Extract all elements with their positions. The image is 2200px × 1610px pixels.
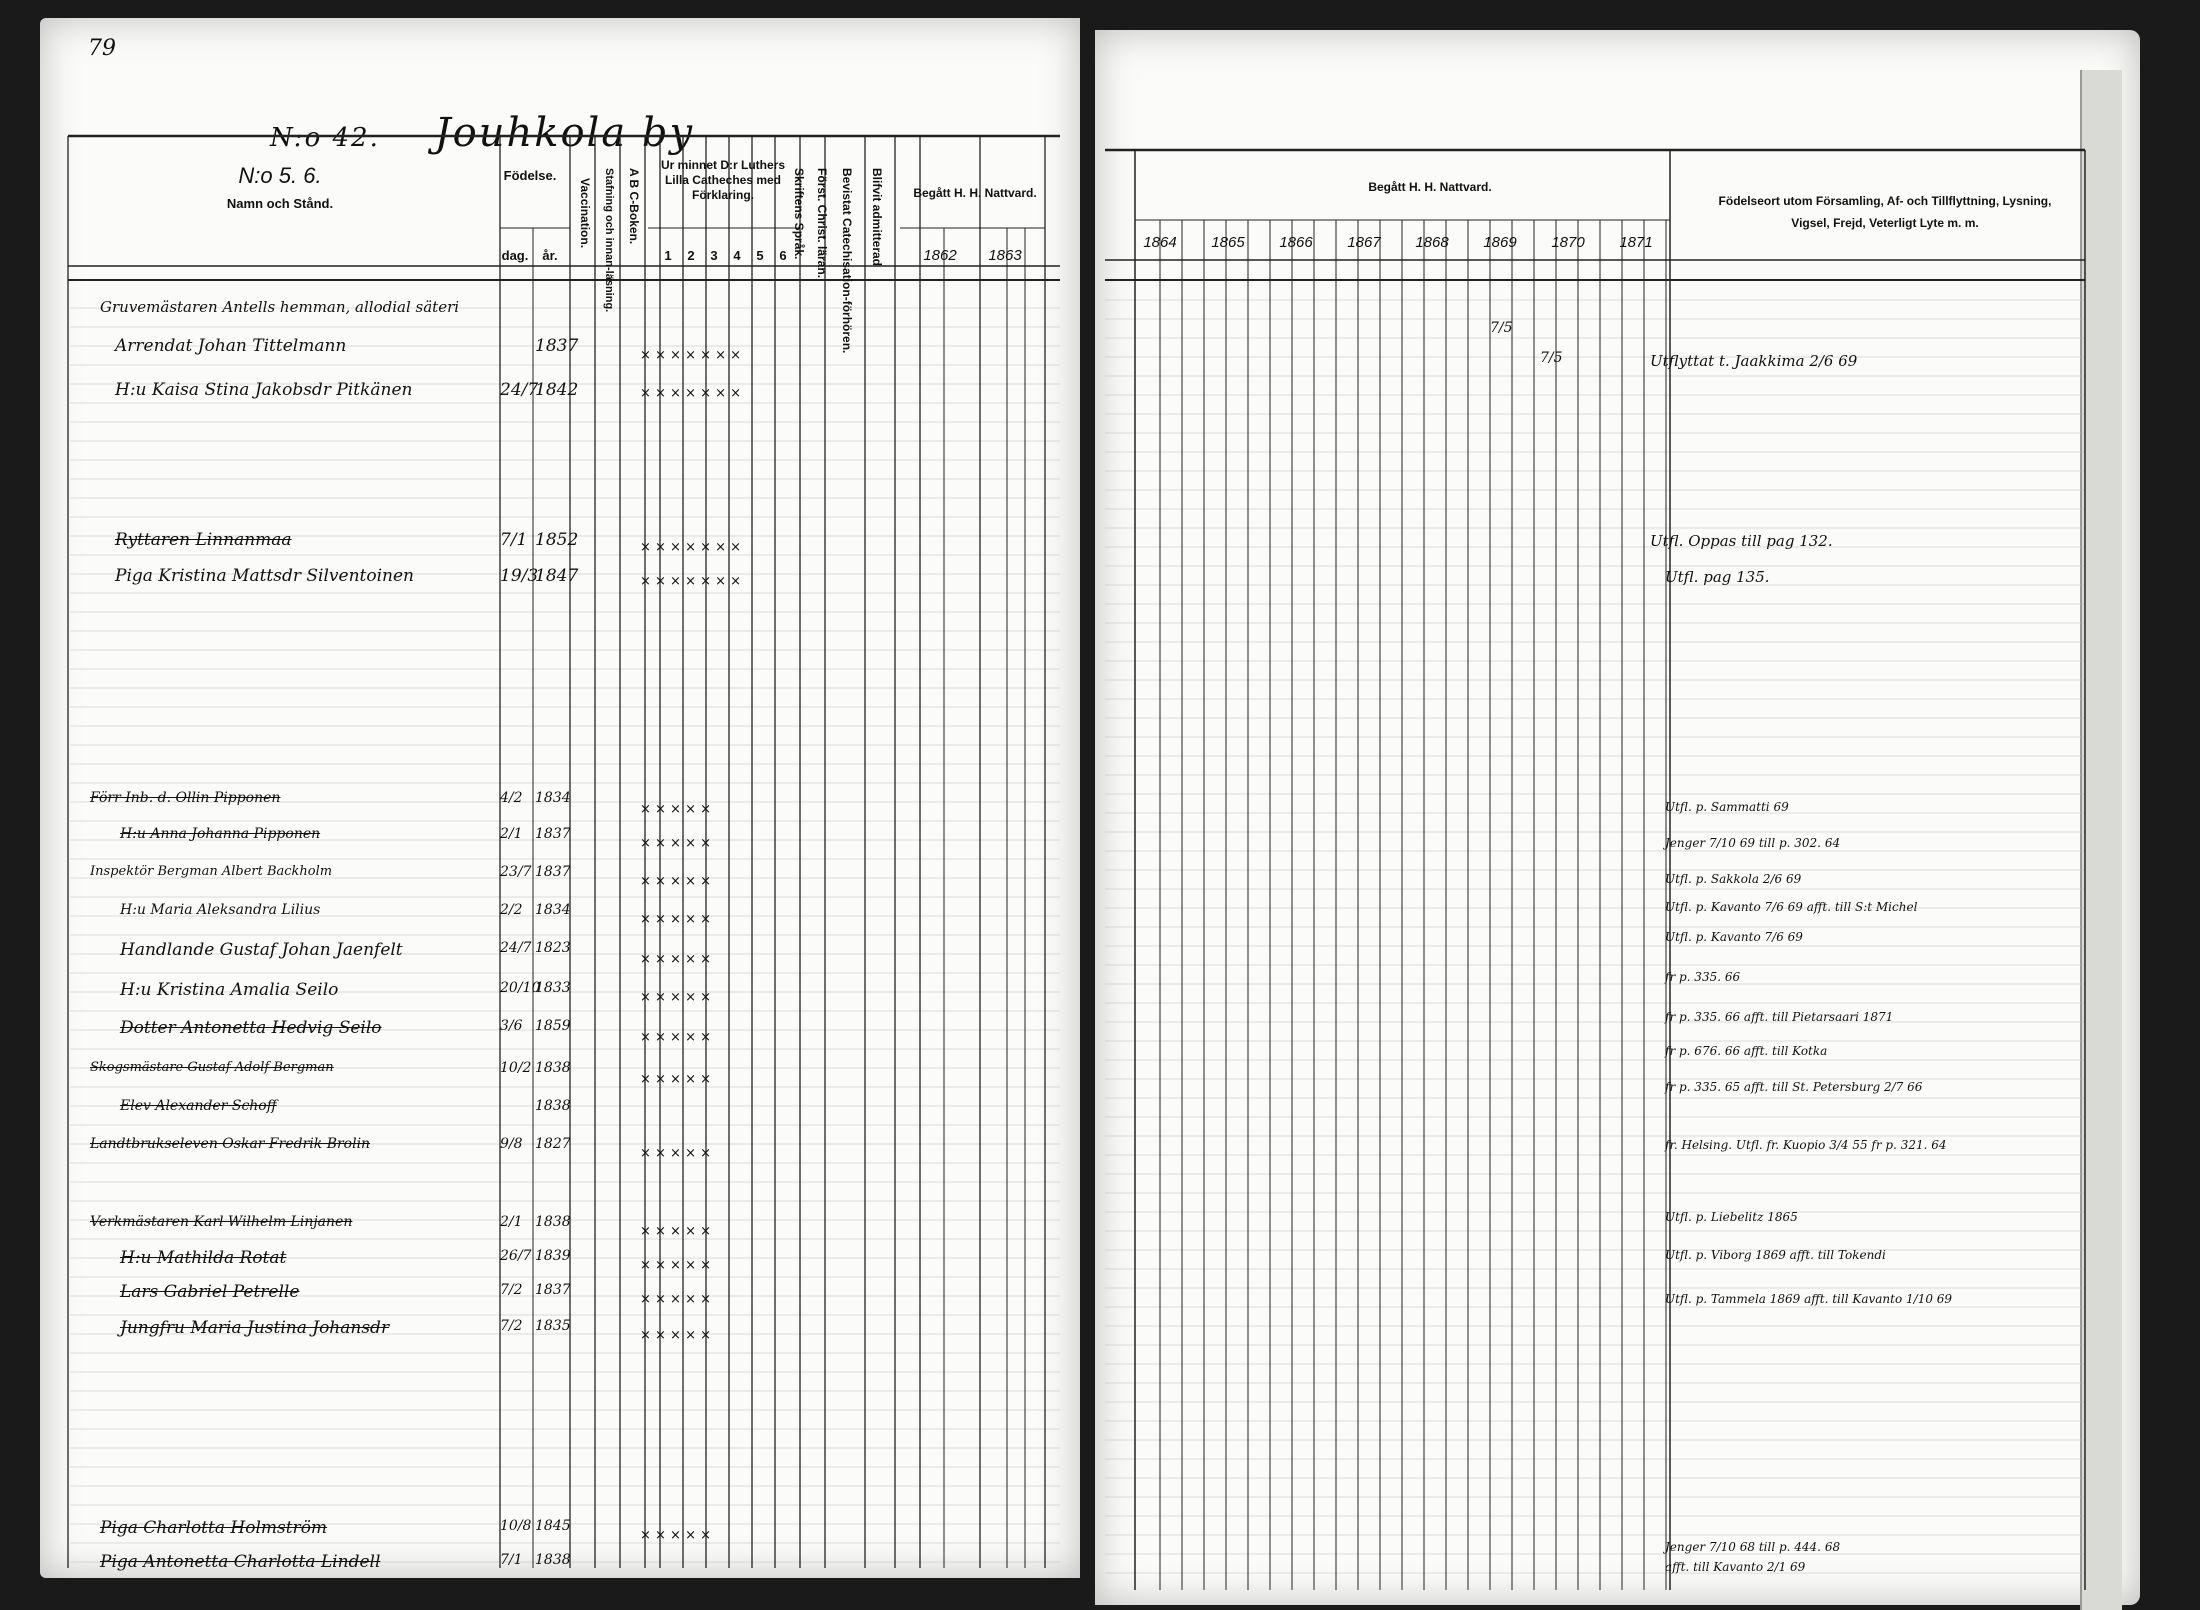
remark: fr p. 335. 66 afft. till Pietarsaari 1871 bbox=[1665, 1010, 1894, 1024]
remark: Jenger 7/10 68 till p. 444. 68 bbox=[1665, 1540, 1841, 1554]
entry-year: 1837 bbox=[535, 826, 571, 842]
remark: afft. till Kavanto 2/1 69 bbox=[1665, 1560, 1806, 1574]
remark: Utfl. p. Sakkola 2/6 69 bbox=[1665, 872, 1802, 886]
year-1865: 1865 bbox=[1211, 234, 1245, 251]
entry-day: 24/7 bbox=[500, 940, 532, 956]
entry-name: Elev Alexander Schoff bbox=[120, 1098, 277, 1114]
catechism-col-2: 2 bbox=[687, 248, 695, 263]
catechism-col-6: 6 bbox=[779, 248, 787, 263]
catechism-col-1: 1 bbox=[664, 248, 672, 263]
entry-name: Inspektör Bergman Albert Backholm bbox=[90, 864, 333, 879]
remark: Utfl. pag 135. bbox=[1665, 568, 1770, 586]
entry-marks: × × × × × × × bbox=[640, 574, 742, 589]
entry-name: Piga Antonetta Charlotta Lindell bbox=[100, 1552, 381, 1572]
entry-day: 24/7 bbox=[500, 380, 539, 400]
entry-name: H:u Anna Johanna Pipponen bbox=[120, 826, 321, 842]
entry-year: 1834 bbox=[535, 790, 571, 806]
entry-marks: × × × × × bbox=[640, 990, 711, 1005]
remark: fr p. 335. 65 afft. till St. Petersburg 2/7 66 bbox=[1665, 1080, 1923, 1094]
year-1867: 1867 bbox=[1347, 234, 1381, 251]
entry-name: Piga Kristina Mattsdr Silventoinen bbox=[115, 566, 414, 586]
year-1868: 1868 bbox=[1415, 234, 1449, 251]
year-1871: 1871 bbox=[1619, 234, 1653, 251]
entry-name: H:u Mathilda Rotat bbox=[120, 1248, 287, 1268]
catechisation-header: Bevistat Catechisation-förhören. bbox=[840, 168, 854, 354]
scripture-header: Skriftens Språk. bbox=[792, 168, 806, 260]
entry-year: 1837 bbox=[535, 1282, 571, 1298]
entry-day: 7/1 bbox=[500, 1552, 523, 1568]
communion-mark-1870: 7/5 bbox=[1540, 350, 1563, 366]
entry-year: 1823 bbox=[535, 940, 571, 956]
remark: Utfl. p. Tammela 1869 afft. till Kavanto 1/10 69 bbox=[1665, 1292, 1953, 1306]
entry-year: 1835 bbox=[535, 1318, 571, 1334]
entry-day: 2/1 bbox=[500, 1214, 523, 1230]
entry-day: 10/2 bbox=[500, 1060, 532, 1076]
birth-day-header: dag. bbox=[501, 248, 529, 263]
communion-header-left: Begått H. H. Nattvard. bbox=[913, 186, 1037, 200]
communion-header-right: Begått H. H. Nattvard. bbox=[1368, 180, 1492, 194]
remark: Jenger 7/10 69 till p. 302. 64 bbox=[1665, 836, 1841, 850]
year-1862: 1862 bbox=[923, 247, 957, 264]
entry-day: 10/8 bbox=[500, 1518, 532, 1534]
entry-year: 1845 bbox=[535, 1518, 571, 1534]
year-1864: 1864 bbox=[1143, 234, 1177, 251]
village-name: Jouhkola by bbox=[434, 110, 695, 156]
entry-marks: × × × × × × × bbox=[640, 348, 742, 363]
entry-marks: × × × × × bbox=[640, 1528, 711, 1543]
entry-day: 3/6 bbox=[500, 1018, 523, 1034]
entry-day: 2/2 bbox=[500, 902, 523, 918]
entry-year: 1838 bbox=[535, 1214, 571, 1230]
entry-name: Verkmästaren Karl Wilhelm Linjanen bbox=[90, 1214, 353, 1230]
entry-name: Arrendat Johan Tittelmann bbox=[115, 336, 347, 356]
entry-day: 7/2 bbox=[500, 1318, 523, 1334]
entry-year: 1838 bbox=[535, 1060, 571, 1076]
estate-heading: Gruvemästaren Antells hemman, allodial säteri bbox=[100, 298, 460, 316]
entry-year: 1837 bbox=[535, 336, 579, 356]
vaccination-header: Vaccination. bbox=[578, 178, 592, 249]
entry-day: 23/7 bbox=[500, 864, 532, 880]
christian-doctrine-header: Först. Christ. läran. bbox=[815, 168, 829, 279]
entry-name: Handlande Gustaf Johan Jaenfelt bbox=[120, 940, 403, 960]
entry-marks: × × × × × bbox=[640, 802, 711, 817]
admitted-header: Blifvit admitterad bbox=[870, 168, 884, 267]
entry-day: 26/7 bbox=[500, 1248, 532, 1264]
entry-marks: × × × × × bbox=[640, 1030, 711, 1045]
entry-marks: × × × × × bbox=[640, 1258, 711, 1273]
entry-year: 1838 bbox=[535, 1098, 571, 1114]
entry-name: H:u Kaisa Stina Jakobsdr Pitkänen bbox=[115, 380, 413, 400]
entry-day: 19/3 bbox=[500, 566, 539, 586]
entry-day: 2/1 bbox=[500, 826, 523, 842]
remark: Utfl. p. Viborg 1869 afft. till Tokendi bbox=[1665, 1248, 1886, 1262]
remark: fr. Helsing. Utfl. fr. Kuopio 3/4 55 fr p. 321. 64 bbox=[1665, 1138, 1947, 1152]
entry-year: 1833 bbox=[535, 980, 571, 996]
remark: Utfl. p. Sammatti 69 bbox=[1665, 800, 1789, 814]
entry-day: 20/10 bbox=[500, 980, 541, 996]
catechism-col-4: 4 bbox=[733, 248, 741, 263]
right-grid-lines bbox=[1095, 30, 2140, 1605]
catechism-col-3: 3 bbox=[710, 248, 718, 263]
remark: Utfl. Oppas till pag 132. bbox=[1650, 532, 1833, 550]
entry-name: Förr Inb. d. Ollin Pipponen bbox=[90, 790, 281, 806]
entry-year: 1838 bbox=[535, 1552, 571, 1568]
entry-name: Dotter Antonetta Hedvig Seilo bbox=[120, 1018, 382, 1038]
entry-year: 1842 bbox=[535, 380, 579, 400]
year-1869: 1869 bbox=[1483, 234, 1517, 251]
entry-year: 1834 bbox=[535, 902, 571, 918]
entry-name: Piga Charlotta Holmström bbox=[100, 1518, 328, 1538]
entry-marks: × × × × × bbox=[640, 1072, 711, 1087]
entry-year: 1837 bbox=[535, 864, 571, 880]
village-number: N:o 42. bbox=[270, 123, 380, 153]
remark: Utfl. p. Liebelitz 1865 bbox=[1665, 1210, 1798, 1224]
entry-marks: × × × × × bbox=[640, 1224, 711, 1239]
entry-marks: × × × × × bbox=[640, 836, 711, 851]
entry-day: 4/2 bbox=[500, 790, 523, 806]
entry-name: H:u Maria Aleksandra Lilius bbox=[120, 902, 321, 918]
entry-name: H:u Kristina Amalia Seilo bbox=[120, 980, 339, 1000]
entry-marks: × × × × × × × bbox=[640, 540, 742, 555]
entry-year: 1852 bbox=[535, 530, 579, 550]
entry-year: 1827 bbox=[535, 1136, 571, 1152]
remarks-header: Födelseort utom Församling, Af- och Tillflyttning, Lysning, Vigsel, Frejd, Veterligt Lyte m. m. bbox=[1718, 194, 2052, 230]
entry-marks: × × × × × bbox=[640, 952, 711, 967]
birth-year-header: år. bbox=[542, 248, 558, 263]
left-register-page bbox=[40, 18, 1080, 1578]
entry-marks: × × × × × bbox=[640, 912, 711, 927]
page-number: 79 bbox=[88, 36, 116, 61]
remark: Utfl. p. Kavanto 7/6 69 bbox=[1665, 930, 1803, 944]
catechism-col-5: 5 bbox=[756, 248, 764, 263]
entry-name: Skogsmästare Gustaf Adolf Bergman bbox=[90, 1060, 334, 1075]
name-column-number: N:o 5. 6. bbox=[238, 163, 322, 188]
name-column-header: Namn och Stånd. bbox=[226, 196, 334, 211]
entry-day: 9/8 bbox=[500, 1136, 523, 1152]
remark: Utfl. p. Kavanto 7/6 69 afft. till S:t Michel bbox=[1665, 900, 1918, 914]
remark: fr p. 676. 66 afft. till Kotka bbox=[1665, 1044, 1828, 1058]
entry-marks: × × × × × bbox=[640, 1292, 711, 1307]
right-register-page bbox=[1095, 30, 2140, 1605]
entry-name: Landtbrukseleven Oskar Fredrik Brolin bbox=[90, 1136, 371, 1152]
entry-day: 7/2 bbox=[500, 1282, 523, 1298]
entry-year: 1859 bbox=[535, 1018, 571, 1034]
birth-header: Födelse. bbox=[503, 168, 557, 183]
entry-marks: × × × × × × × bbox=[640, 386, 742, 401]
entry-marks: × × × × × bbox=[640, 874, 711, 889]
remark: fr p. 335. 66 bbox=[1665, 970, 1741, 984]
entry-year: 1839 bbox=[535, 1248, 571, 1264]
entry-marks: × × × × × bbox=[640, 1146, 711, 1161]
entry-marks: × × × × × bbox=[640, 1328, 711, 1343]
abc-book-header: A B C-Boken. bbox=[627, 168, 641, 245]
year-1870: 1870 bbox=[1551, 234, 1585, 251]
entry-day: 7/1 bbox=[500, 530, 528, 550]
year-1863: 1863 bbox=[988, 247, 1022, 264]
entry-name: Lars Gabriel Petrelle bbox=[120, 1282, 300, 1302]
year-1866: 1866 bbox=[1279, 234, 1313, 251]
remark: Utflyttat t. Jaakkima 2/6 69 bbox=[1650, 352, 1858, 370]
entry-name: Jungfru Maria Justina Johansdr bbox=[120, 1318, 390, 1338]
reading-header: Stafning och innan-läsning. bbox=[603, 168, 615, 313]
communion-mark-1869: 7/5 bbox=[1490, 320, 1513, 336]
entry-name: Ryttaren Linnanmaa bbox=[115, 530, 292, 550]
entry-year: 1847 bbox=[535, 566, 579, 586]
catechism-header: Ur minnet D:r Luthers Lilla Catheches med Förklaring. bbox=[660, 158, 785, 202]
